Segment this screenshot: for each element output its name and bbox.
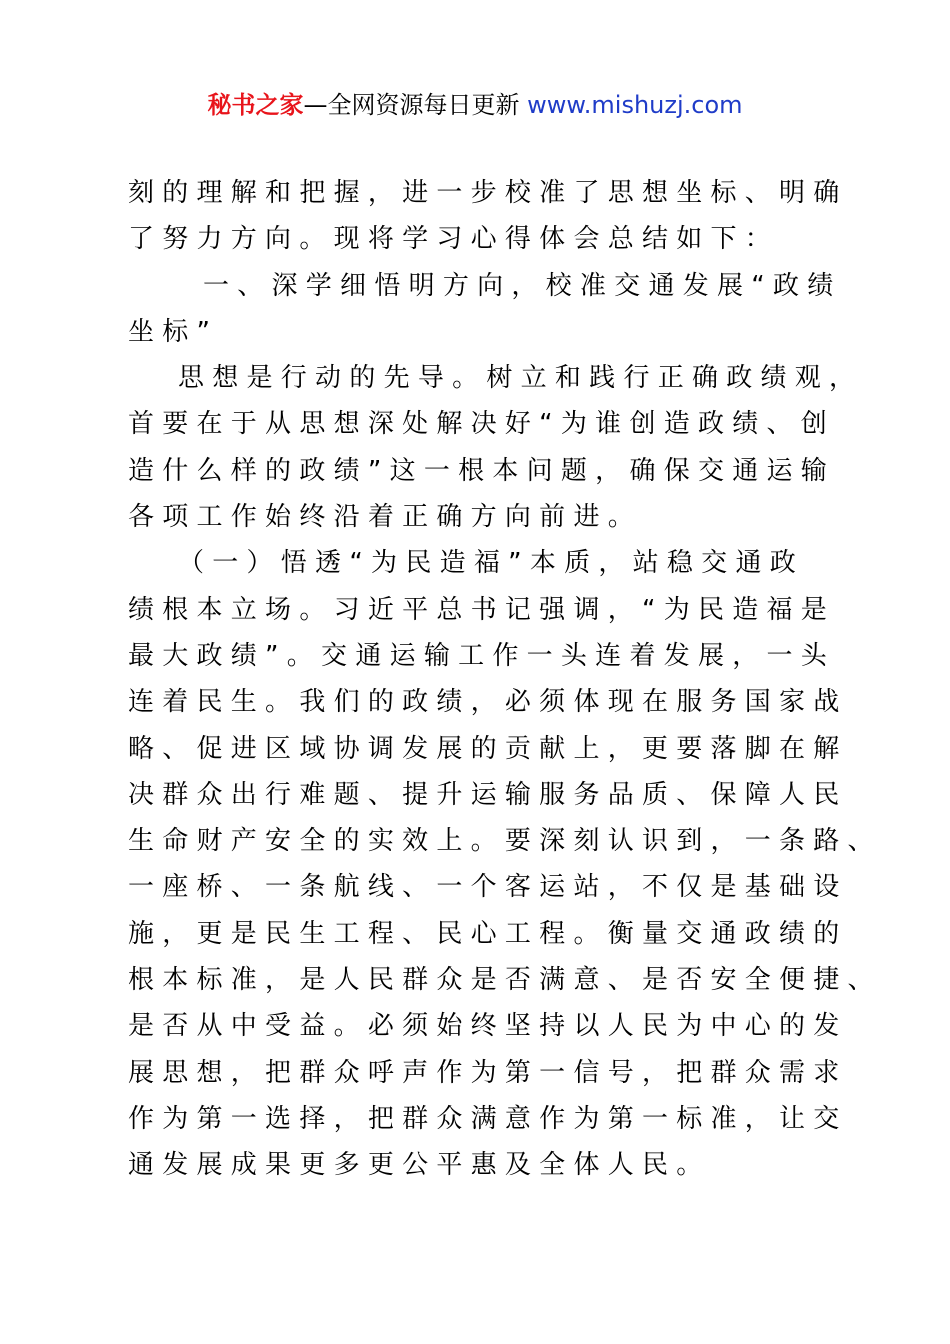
body-line: 通 发 展 成 果 更 多 更 公 平 惠 及 全 体 人 民 。 <box>128 1150 703 1181</box>
body-line: 刻 的 理 解 和 把 握 ， 进 一 步 校 准 了 思 想 坐 标 、 明 确 <box>128 178 840 208</box>
section-heading-line: 一 、 深 学 细 悟 明 方 向 ， 校 准 交 通 发 展 “ 政 绩 <box>203 270 834 301</box>
document-body <box>128 170 874 1189</box>
body-line: 首 要 在 于 从 思 想 深 处 解 决 好 “ 为 谁 创 造 政 绩 、 创 <box>128 409 827 440</box>
body-line: 作 为 第 一 选 择 ， 把 群 众 满 意 作 为 第 一 标 准 ， 让 交 <box>128 1103 840 1134</box>
body-line: 生 命 财 产 安 全 的 实 效 上 。 要 深 刻 认 识 到 ， 一 条 路 、 <box>128 826 874 857</box>
body-line: 思 想 是 行 动 的 先 导 。 树 立 和 践 行 正 确 政 绩 观 ， <box>178 363 856 394</box>
body-line: 了 努 力 方 向 。 现 将 学 习 心 得 体 会 总 结 如 下 ： <box>128 224 771 255</box>
site-brand: 秘书之家 <box>207 91 304 119</box>
site-slogan: —全网资源每日更新 <box>303 91 520 119</box>
subsection-heading-line: （ 一 ） 悟 透 “ 为 民 造 福 ” 本 质 ， 站 稳 交 通 政 <box>178 548 796 579</box>
body-line: 根 本 标 准 ， 是 人 民 群 众 是 否 满 意 、 是 否 安 全 便 捷 、 <box>128 965 874 996</box>
page-header <box>0 88 950 122</box>
body-line: 连 着 民 生 。 我 们 的 政 绩 ， 必 须 体 现 在 服 务 国 家 战 <box>128 687 840 718</box>
body-line: 决 群 众 出 行 难 题 、 提 升 运 输 服 务 品 质 、 保 障 人 民 <box>128 779 840 810</box>
body-line: 施 ， 更 是 民 生 工 程 、 民 心 工 程 。 衡 量 交 通 政 绩 的 <box>128 918 840 949</box>
body-line: 造 什 么 样 的 政 绩 ” 这 一 根 本 问 题 ， 确 保 交 通 运 输 <box>128 455 827 486</box>
body-line: 略 、 促 进 区 域 协 调 发 展 的 贡 献 上 ， 更 要 落 脚 在 解 <box>128 733 840 764</box>
body-line: 绩 根 本 立 场 。 习 近 平 总 书 记 强 调 ， “ 为 民 造 福 是 <box>128 594 827 625</box>
body-line: 各 项 工 作 始 终 沿 着 正 确 方 向 前 进 。 <box>128 502 634 533</box>
section-heading-line: 坐 标 ” <box>128 316 210 347</box>
body-line: 展 思 想 ， 把 群 众 呼 声 作 为 第 一 信 号 ， 把 群 众 需 求 <box>128 1057 840 1088</box>
body-line: 一 座 桥 、 一 条 航 线 、 一 个 客 运 站 ， 不 仅 是 基 础 设 <box>128 872 840 903</box>
site-url-link[interactable]: www.mishuzj.com <box>527 91 743 119</box>
body-line: 最 大 政 绩 ” 。 交 通 运 输 工 作 一 头 连 着 发 展 ， 一 头 <box>128 640 827 671</box>
body-line: 是 否 从 中 受 益 。 必 须 始 终 坚 持 以 人 民 为 中 心 的 发 <box>128 1011 840 1042</box>
